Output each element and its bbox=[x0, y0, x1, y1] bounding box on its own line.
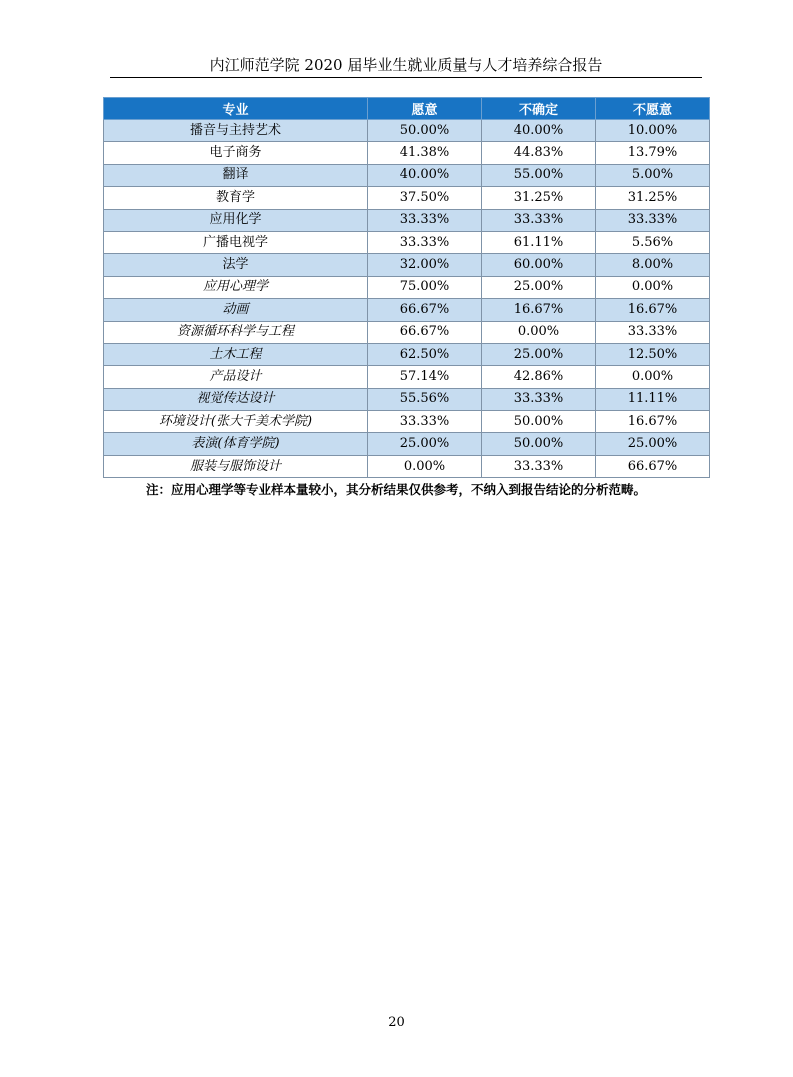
cell-willing: 40.00% bbox=[368, 164, 482, 186]
cell-unsure: 16.67% bbox=[482, 299, 596, 321]
cell-willing: 32.00% bbox=[368, 254, 482, 276]
cell-unwilling: 12.50% bbox=[596, 343, 710, 365]
table-row bbox=[104, 254, 710, 276]
footnote: 注：应用心理学等专业样本量较小，其分析结果仅供参考，不纳入到报告结论的分析范畴。 bbox=[146, 482, 647, 497]
page-number: 20 bbox=[388, 1015, 405, 1030]
cell-unsure: 33.33% bbox=[482, 209, 596, 231]
cell-major: 资源循环科学与工程 bbox=[104, 321, 368, 343]
cell-major: 环境设计(张大千美术学院) bbox=[104, 411, 368, 433]
cell-major: 应用心理学 bbox=[104, 276, 368, 298]
cell-unsure: 25.00% bbox=[482, 276, 596, 298]
cell-major: 广播电视学 bbox=[104, 231, 368, 253]
cell-unsure: 50.00% bbox=[482, 433, 596, 455]
cell-willing: 62.50% bbox=[368, 343, 482, 365]
table-row bbox=[104, 187, 710, 209]
cell-unsure: 55.00% bbox=[482, 164, 596, 186]
cell-unsure: 42.86% bbox=[482, 366, 596, 388]
table-row bbox=[104, 366, 710, 388]
cell-unwilling: 5.00% bbox=[596, 164, 710, 186]
cell-willing: 75.00% bbox=[368, 276, 482, 298]
cell-willing: 33.33% bbox=[368, 231, 482, 253]
cell-unsure: 33.33% bbox=[482, 388, 596, 410]
column-header-unwilling: 不愿意 bbox=[596, 98, 710, 120]
cell-unsure: 50.00% bbox=[482, 411, 596, 433]
cell-willing: 0.00% bbox=[368, 455, 482, 477]
cell-unwilling: 13.79% bbox=[596, 142, 710, 164]
cell-major: 应用化学 bbox=[104, 209, 368, 231]
cell-unwilling: 16.67% bbox=[596, 299, 710, 321]
cell-willing: 25.00% bbox=[368, 433, 482, 455]
cell-unsure: 61.11% bbox=[482, 231, 596, 253]
table-row bbox=[104, 299, 710, 321]
cell-willing: 66.67% bbox=[368, 299, 482, 321]
willingness-table bbox=[103, 97, 710, 478]
cell-major: 视觉传达设计 bbox=[104, 388, 368, 410]
table-row bbox=[104, 411, 710, 433]
cell-major: 播音与主持艺术 bbox=[104, 120, 368, 142]
table-row bbox=[104, 164, 710, 186]
table-body bbox=[104, 120, 710, 478]
cell-willing: 33.33% bbox=[368, 209, 482, 231]
table-row bbox=[104, 276, 710, 298]
cell-unwilling: 5.56% bbox=[596, 231, 710, 253]
cell-major: 教育学 bbox=[104, 187, 368, 209]
cell-willing: 66.67% bbox=[368, 321, 482, 343]
cell-major: 土木工程 bbox=[104, 343, 368, 365]
cell-unwilling: 10.00% bbox=[596, 120, 710, 142]
cell-major: 翻译 bbox=[104, 164, 368, 186]
header-divider bbox=[110, 77, 702, 78]
cell-unsure: 40.00% bbox=[482, 120, 596, 142]
table-row bbox=[104, 142, 710, 164]
cell-unwilling: 33.33% bbox=[596, 321, 710, 343]
cell-unwilling: 0.00% bbox=[596, 366, 710, 388]
cell-unsure: 44.83% bbox=[482, 142, 596, 164]
cell-unsure: 33.33% bbox=[482, 455, 596, 477]
cell-unwilling: 25.00% bbox=[596, 433, 710, 455]
cell-willing: 50.00% bbox=[368, 120, 482, 142]
column-header-willing: 愿意 bbox=[368, 98, 482, 120]
table-header-row bbox=[104, 98, 710, 120]
table-row bbox=[104, 433, 710, 455]
cell-unwilling: 16.67% bbox=[596, 411, 710, 433]
cell-willing: 33.33% bbox=[368, 411, 482, 433]
cell-major: 表演(体育学院) bbox=[104, 433, 368, 455]
cell-major: 产品设计 bbox=[104, 366, 368, 388]
cell-unwilling: 11.11% bbox=[596, 388, 710, 410]
cell-unsure: 0.00% bbox=[482, 321, 596, 343]
table-row bbox=[104, 209, 710, 231]
cell-unwilling: 31.25% bbox=[596, 187, 710, 209]
table-row bbox=[104, 343, 710, 365]
cell-major: 动画 bbox=[104, 299, 368, 321]
table-row bbox=[104, 231, 710, 253]
table-row bbox=[104, 388, 710, 410]
cell-willing: 37.50% bbox=[368, 187, 482, 209]
table-row bbox=[104, 321, 710, 343]
cell-unwilling: 8.00% bbox=[596, 254, 710, 276]
cell-willing: 41.38% bbox=[368, 142, 482, 164]
cell-unsure: 60.00% bbox=[482, 254, 596, 276]
table-row bbox=[104, 120, 710, 142]
cell-unsure: 25.00% bbox=[482, 343, 596, 365]
cell-willing: 55.56% bbox=[368, 388, 482, 410]
column-header-unsure: 不确定 bbox=[482, 98, 596, 120]
cell-unwilling: 66.67% bbox=[596, 455, 710, 477]
cell-major: 服装与服饰设计 bbox=[104, 455, 368, 477]
cell-unwilling: 0.00% bbox=[596, 276, 710, 298]
column-header-major: 专业 bbox=[104, 98, 368, 120]
cell-willing: 57.14% bbox=[368, 366, 482, 388]
cell-major: 法学 bbox=[104, 254, 368, 276]
cell-unwilling: 33.33% bbox=[596, 209, 710, 231]
report-header-title: 内江师范学院 2020 届毕业生就业质量与人才培养综合报告 bbox=[209, 56, 603, 74]
table-row bbox=[104, 455, 710, 477]
cell-major: 电子商务 bbox=[104, 142, 368, 164]
cell-unsure: 31.25% bbox=[482, 187, 596, 209]
